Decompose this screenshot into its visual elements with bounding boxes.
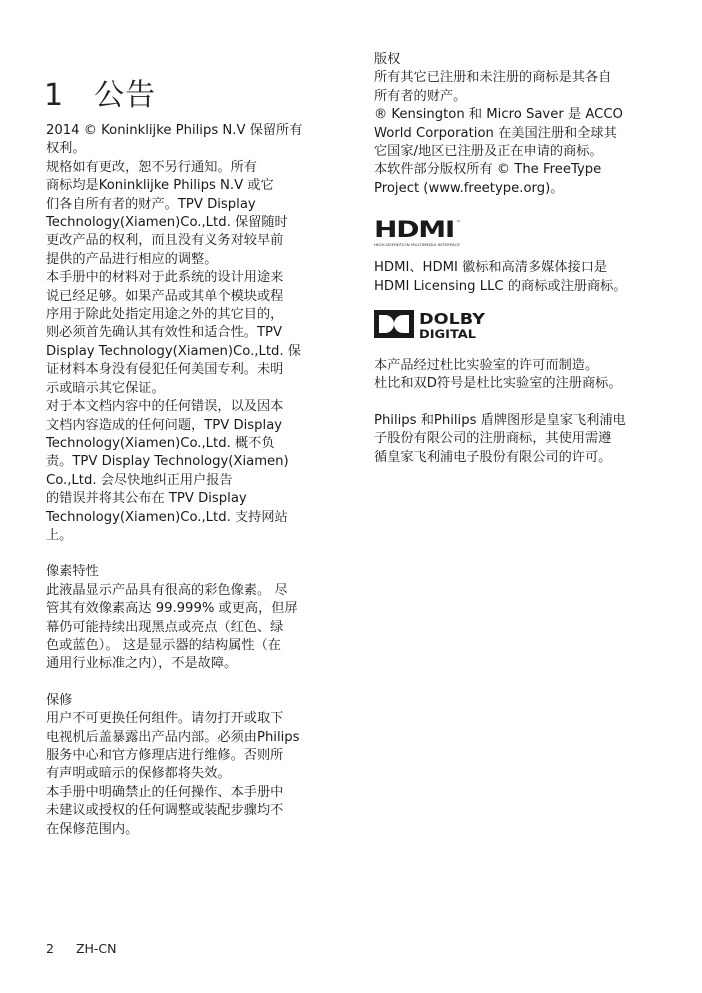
text-line: 上。 (46, 527, 73, 543)
text-line: 子股份有限公司的注册商标，其使用需遵 (374, 431, 612, 447)
text-line: 电视机后盖暴露出产品内部。必须由Philips (46, 729, 300, 745)
dolby-paragraph (374, 357, 659, 394)
text-line: Display Technology(Xiamen)Co.,Ltd. 保 (46, 343, 301, 359)
hdmi-logo-tagline: HIGH-DEFINITION MULTIMEDIA INTERFACE (374, 243, 461, 248)
dolby-logo (374, 308, 659, 348)
text-line: Co.,Ltd. 会尽快地纠正用户报告 (46, 472, 233, 488)
text-line: 对于本文档内容中的任何错误，以及因本 (46, 399, 284, 415)
rights-heading: 版权 (374, 52, 401, 67)
text-line: 管其有效像素高达 99.999% 或更高，但屏 (46, 601, 298, 617)
spec-paragraph (46, 159, 331, 269)
text-line: Technology(Xiamen)Co.,Ltd. 概不负 (46, 435, 275, 451)
text-line: 提供的产品进行相应的调整。 (46, 251, 218, 267)
hdmi-logo-text: HDMI (374, 218, 454, 244)
right-column (374, 51, 659, 467)
pixel-paragraph (46, 582, 331, 674)
text-line: 2014 © Koninklijke Philips N.V 保留所有 (46, 123, 303, 138)
page-title (44, 70, 156, 114)
philips-paragraph (374, 412, 659, 467)
text-line: 证材料本身没有侵犯任何美国专利。未明 (46, 362, 284, 378)
section-title: 公告 (94, 78, 157, 114)
text-line: 权利。 (46, 141, 86, 157)
text-line: HDMI Licensing LLC 的商标或注册商标。 (374, 278, 627, 294)
text-line: 责。TPV Display Technology(Xiamen) (46, 454, 289, 470)
text-line: Philips 和Philips 盾牌图形是皇家飞利浦电 (374, 412, 626, 428)
page-footer (46, 941, 117, 956)
text-line: 通用行业标准之内），不是故障。 (46, 656, 238, 672)
text-line: 说已经足够。如果产品或其单个模块或程 (46, 288, 284, 304)
rights-paragraph (374, 69, 659, 198)
text-line: 用户不可更换任何组件。请勿打开或取下 (46, 711, 284, 727)
text-line: 它国家/地区已注册及正在申请的商标。 (374, 144, 603, 160)
text-line: 本产品经过杜比实验室的许可而制造。 (374, 358, 599, 374)
copyright-paragraph (46, 122, 331, 159)
error-paragraph (46, 398, 331, 545)
warranty-heading: 保修 (46, 692, 73, 708)
text-line: 则必须首先确认其有效性和适合性。TPV (46, 325, 283, 341)
pixel-heading: 像素特性 (46, 564, 99, 580)
text-line: 文档内容造成的任何问题，TPV Display (46, 417, 283, 433)
text-line: 所有其它已注册和未注册的商标是其各自 (374, 70, 612, 86)
dolby-word: DOLBY (419, 310, 487, 329)
text-line: 示或暗示其它保证。 (46, 380, 165, 396)
text-line: 未建议或授权的任何调整或装配步骤均不 (46, 803, 284, 819)
text-line: 更改产品的权利，而且没有义务对较早前 (46, 233, 284, 249)
text-line: 规格如有更改，恕不另行通知。所有 (46, 159, 257, 175)
text-line: 幕仍可能持续出现黑点或亮点（红色、绿 (46, 619, 284, 635)
text-line: 本软件部分版权所有 © The FreeType (374, 162, 602, 178)
text-line: 序用于除此处指定用途之外的其它目的， (46, 307, 284, 323)
text-line: 服务中心和官方修理店进行维修。否则所 (46, 748, 284, 763)
text-line: Project (www.freetype.org)。 (374, 180, 564, 196)
text-line: 有声明或暗示的保修都将失效。 (46, 766, 231, 782)
text-line: World Corporation 在美国注册和全球其 (374, 125, 617, 141)
dolby-double-d-icon (374, 308, 494, 348)
language-code: ZH-CN (75, 941, 117, 956)
text-line: 杜比和双D符号是杜比实验室的注册商标。 (374, 376, 622, 392)
material-paragraph (46, 269, 331, 398)
text-line: 在保修范围内。 (46, 821, 139, 837)
section-number: 1 (44, 78, 65, 114)
page-number: 2 (46, 941, 54, 956)
text-line: 本手册中的材料对于此系统的设计用途来 (46, 270, 284, 286)
text-line: ® Kensington 和 Micro Saver 是 ACCO (374, 107, 623, 123)
text-line: Technology(Xiamen)Co.,Ltd. 支持网站 (46, 509, 288, 525)
text-line: 所有者的财产。 (374, 88, 467, 104)
text-line: 本手册中明确禁止的任何操作、本手册中 (46, 784, 284, 800)
text-line: 们各自所有者的财产。TPV Display (46, 196, 256, 212)
text-line: 的错误并将其公布在 TPV Display (46, 491, 247, 507)
hdmi-logo (374, 212, 659, 250)
hdmi-logo-icon (374, 212, 474, 250)
left-column (46, 122, 331, 839)
text-line: 色或蓝色）。 这是显示器的结构属性（在 (46, 637, 281, 653)
warranty-paragraph (46, 710, 331, 839)
hdmi-tm-mark: ™ (456, 220, 461, 227)
digital-word: DIGITAL (419, 327, 477, 342)
text-line: Technology(Xiamen)Co.,Ltd. 保留随时 (46, 215, 288, 231)
text-line: 循皇家飞利浦电子股份有限公司的许可。 (374, 449, 612, 465)
text-line: HDMI、HDMI 徽标和高清多媒体接口是 (374, 260, 608, 276)
text-line: 此液晶显示产品具有很高的彩色像素。 尽 (46, 582, 288, 598)
text-line: 商标均是Koninklijke Philips N.V 或它 (46, 178, 274, 194)
hdmi-paragraph (374, 259, 659, 296)
